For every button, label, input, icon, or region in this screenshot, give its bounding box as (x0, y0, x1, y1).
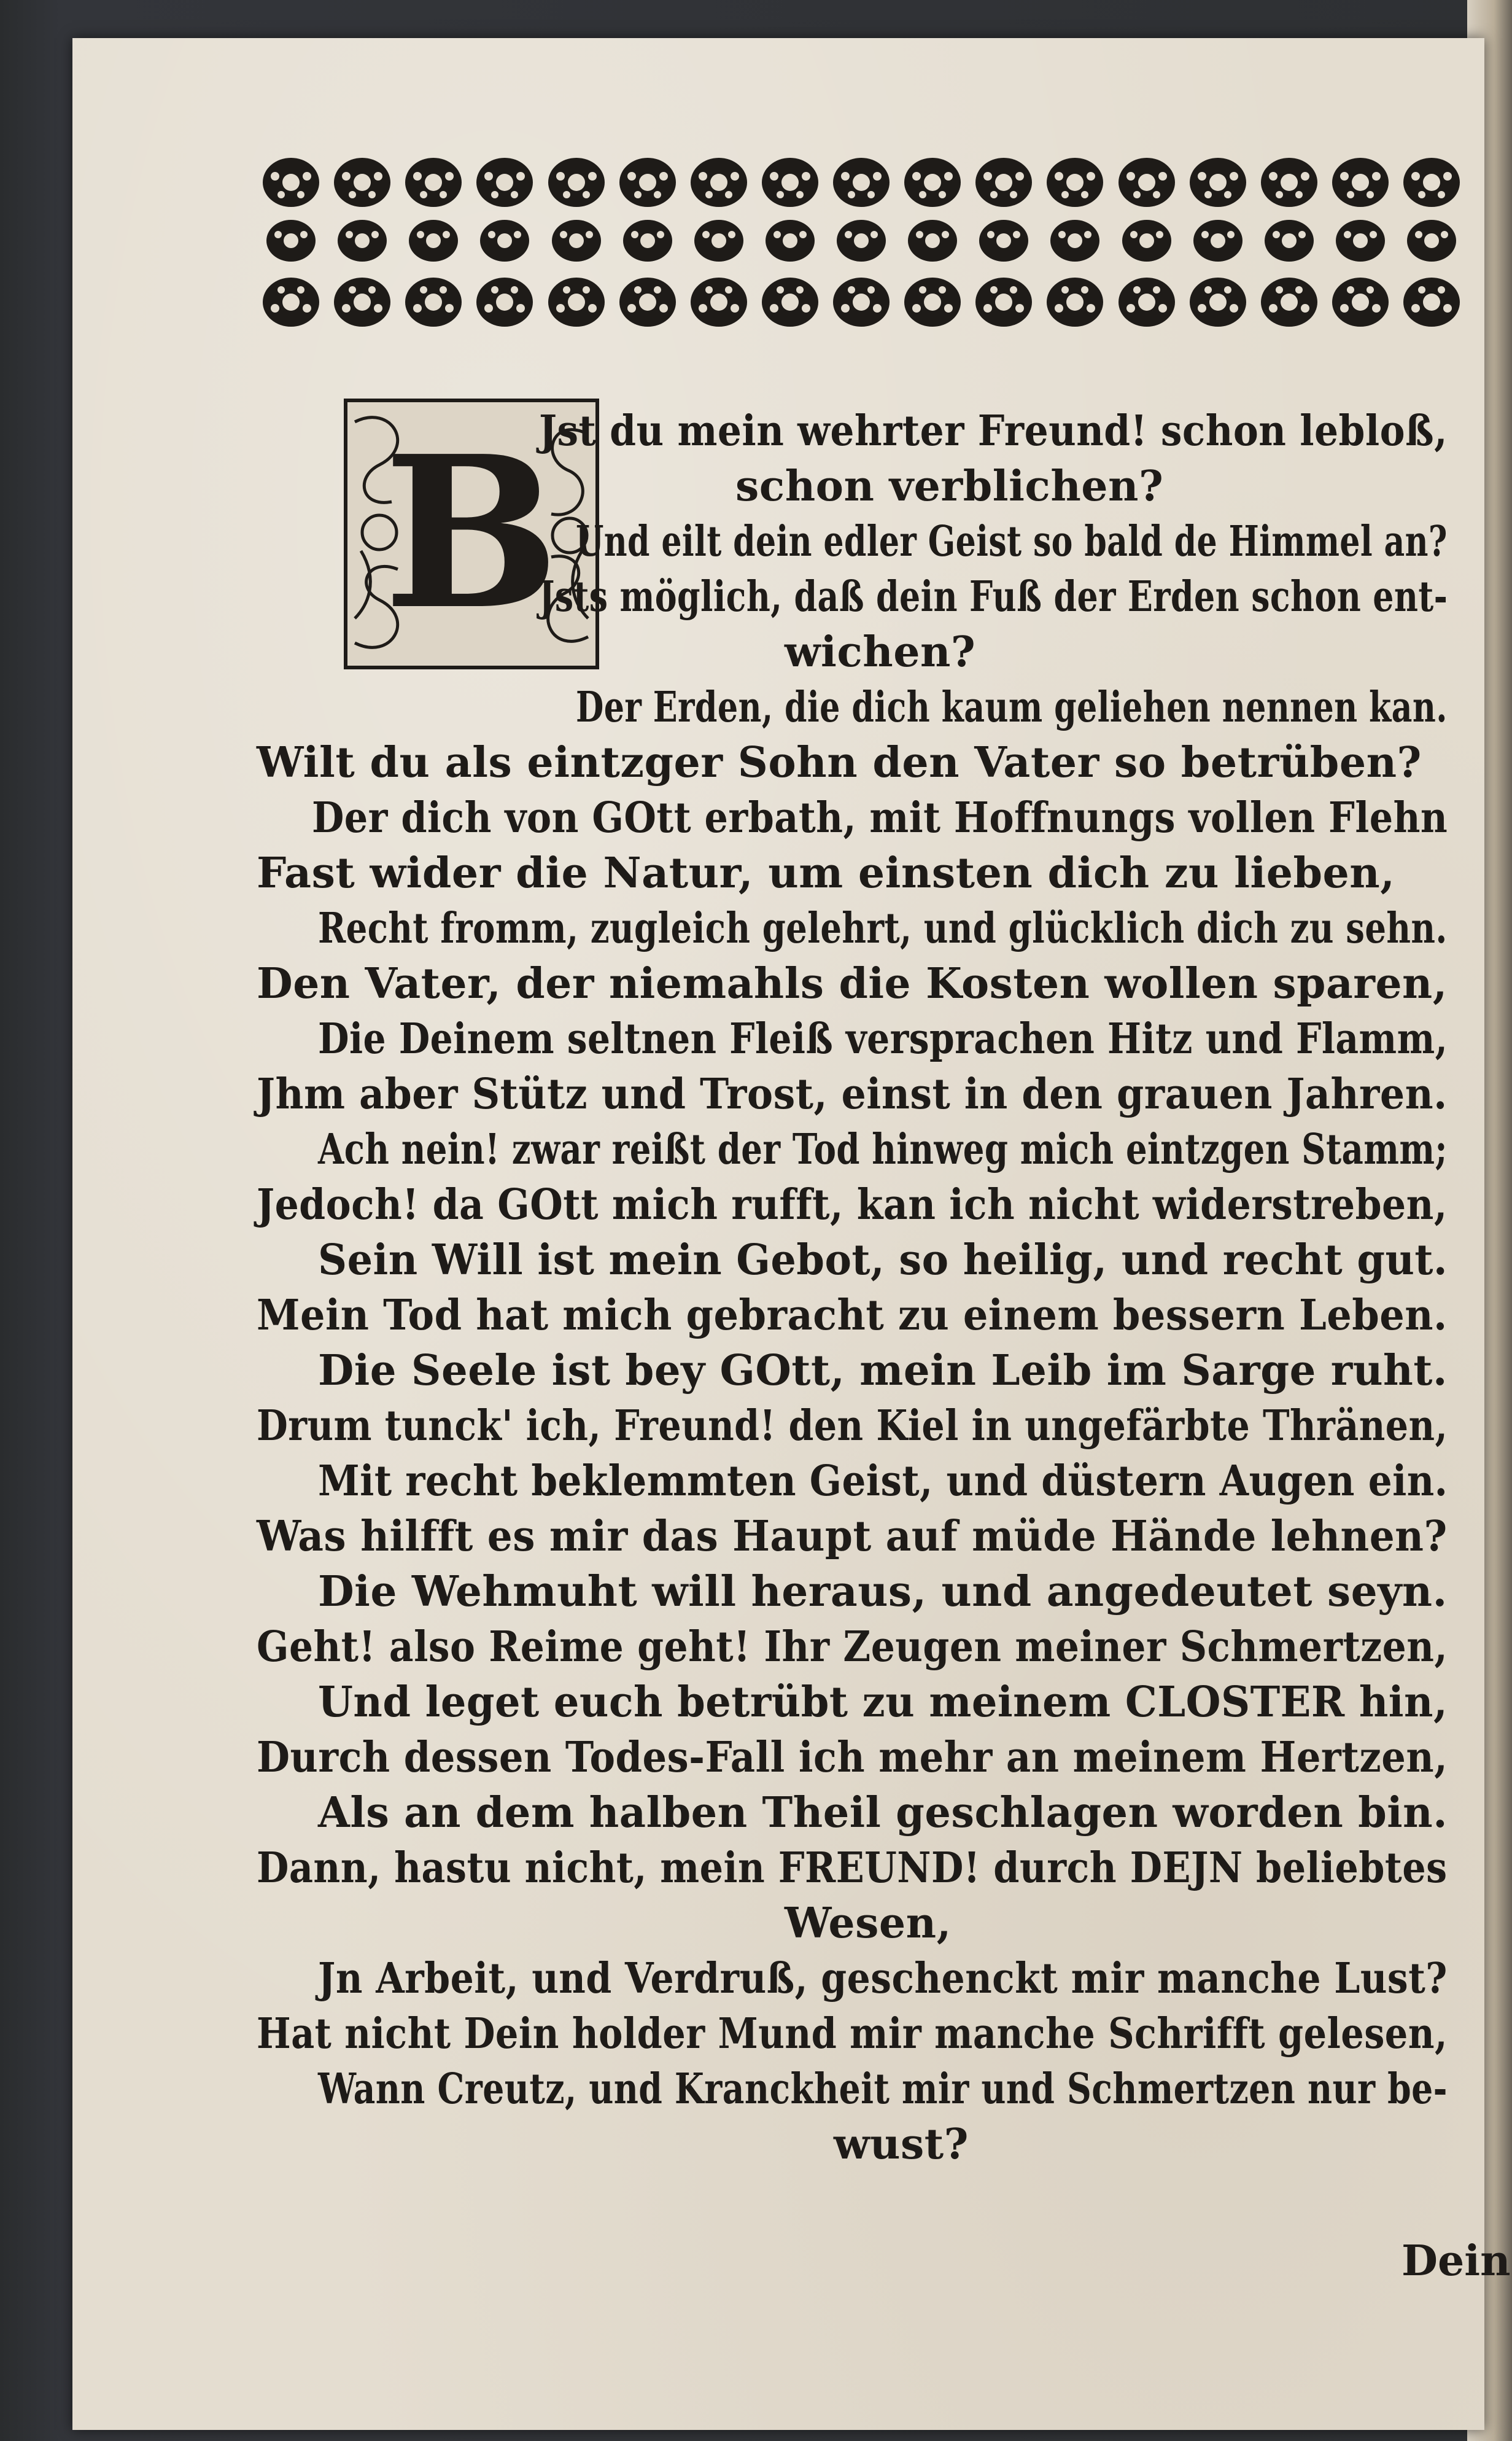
poem-line: Wann Creutz, und Kranckheit mir und Schmertzen nur be- (318, 2065, 1448, 2114)
poem-line: Mein Tod hat mich gebracht zu einem bessern Leben. (257, 1291, 1448, 1340)
poem-text (72, 38, 1484, 2430)
poem-line: Wesen, (785, 1899, 952, 1948)
poem-line: Fast wider die Natur, um einsten dich zu lieben, (257, 849, 1395, 898)
poem-line: Durch dessen Todes-Fall ich mehr an meinem Hertzen, (257, 1733, 1448, 1782)
poem-line: Und eilt dein edler Geist so bald de Himmel an? (576, 517, 1448, 566)
poem-line: Sein Will ist mein Gebot, so heilig, und recht gut. (318, 1236, 1448, 1285)
poem-line: Und leget euch betrübt zu meinem CLOSTER hin, (318, 1678, 1448, 1727)
poem-line: Dann, hastu nicht, mein FREUND! durch DEJN beliebtes (257, 1843, 1448, 1893)
poem-line: Hat nicht Dein holder Mund mir manche Schrifft gelesen, (257, 2009, 1448, 2058)
poem-line: Drum tunck' ich, Freund! den Kiel in ungefärbte Thränen, (257, 1401, 1448, 1450)
poem-line: Wilt du als eintzger Sohn den Vater so betrüben? (257, 738, 1422, 787)
poem-line: Den Vater, der niemahls die Kosten wollen sparen, (257, 959, 1448, 1008)
poem-line: Ach nein! zwar reißt der Tod hinweg mich eintzgen Stamm; (318, 1125, 1448, 1174)
poem-line: Jedoch! da GOtt mich rufft, kan ich nicht widerstreben, (257, 1180, 1448, 1229)
book-page (72, 38, 1511, 2430)
poem-line: Jn Arbeit, und Verdruß, geschenckt mir manche Lust? (318, 1954, 1448, 2003)
poem-line: Die Wehmuht will heraus, und angedeutet seyn. (318, 1567, 1448, 1616)
poem-line: Jst du mein wehrter Freund! schon lebloß, (539, 407, 1448, 456)
poem-line: Die Seele ist bey GOtt, mein Leib im Sarge ruht. (318, 1346, 1448, 1395)
poem-line: Als an dem halben Theil geschlagen worden bin. (318, 1788, 1448, 1837)
poem-line: Recht fromm, zugleich gelehrt, und glücklich dich zu sehn. (318, 904, 1448, 953)
catchword: Dein (1402, 2237, 1511, 2286)
poem-line: Jhm aber Stütz und Trost, einst in den grauen Jahren. (257, 1070, 1448, 1119)
poem-line: Der Erden, die dich kaum geliehen nennen kan. (576, 683, 1448, 732)
poem-line: Was hilfft es mir das Haupt auf müde Hände lehnen? (257, 1512, 1448, 1561)
poem-line: Die Deinem seltnen Fleiß versprachen Hitz und Flamm, (318, 1014, 1448, 1064)
drop-cap-letter: B (383, 411, 560, 656)
poem-line: Mit recht beklemmten Geist, und düstern Augen ein. (318, 1457, 1448, 1506)
poem-line: wust? (834, 2120, 969, 2169)
poem-line: schon verblichen? (735, 462, 1164, 511)
poem-line: Geht! also Reime geht! Ihr Zeugen meiner Schmertzen, (257, 1622, 1448, 1672)
poem-line: wichen? (785, 628, 976, 677)
poem-line: Jsts möglich, daß dein Fuß der Erden schon ent- (539, 572, 1448, 621)
poem-line: Der dich von GOtt erbath, mit Hoffnungs vollen Flehn (312, 793, 1448, 843)
